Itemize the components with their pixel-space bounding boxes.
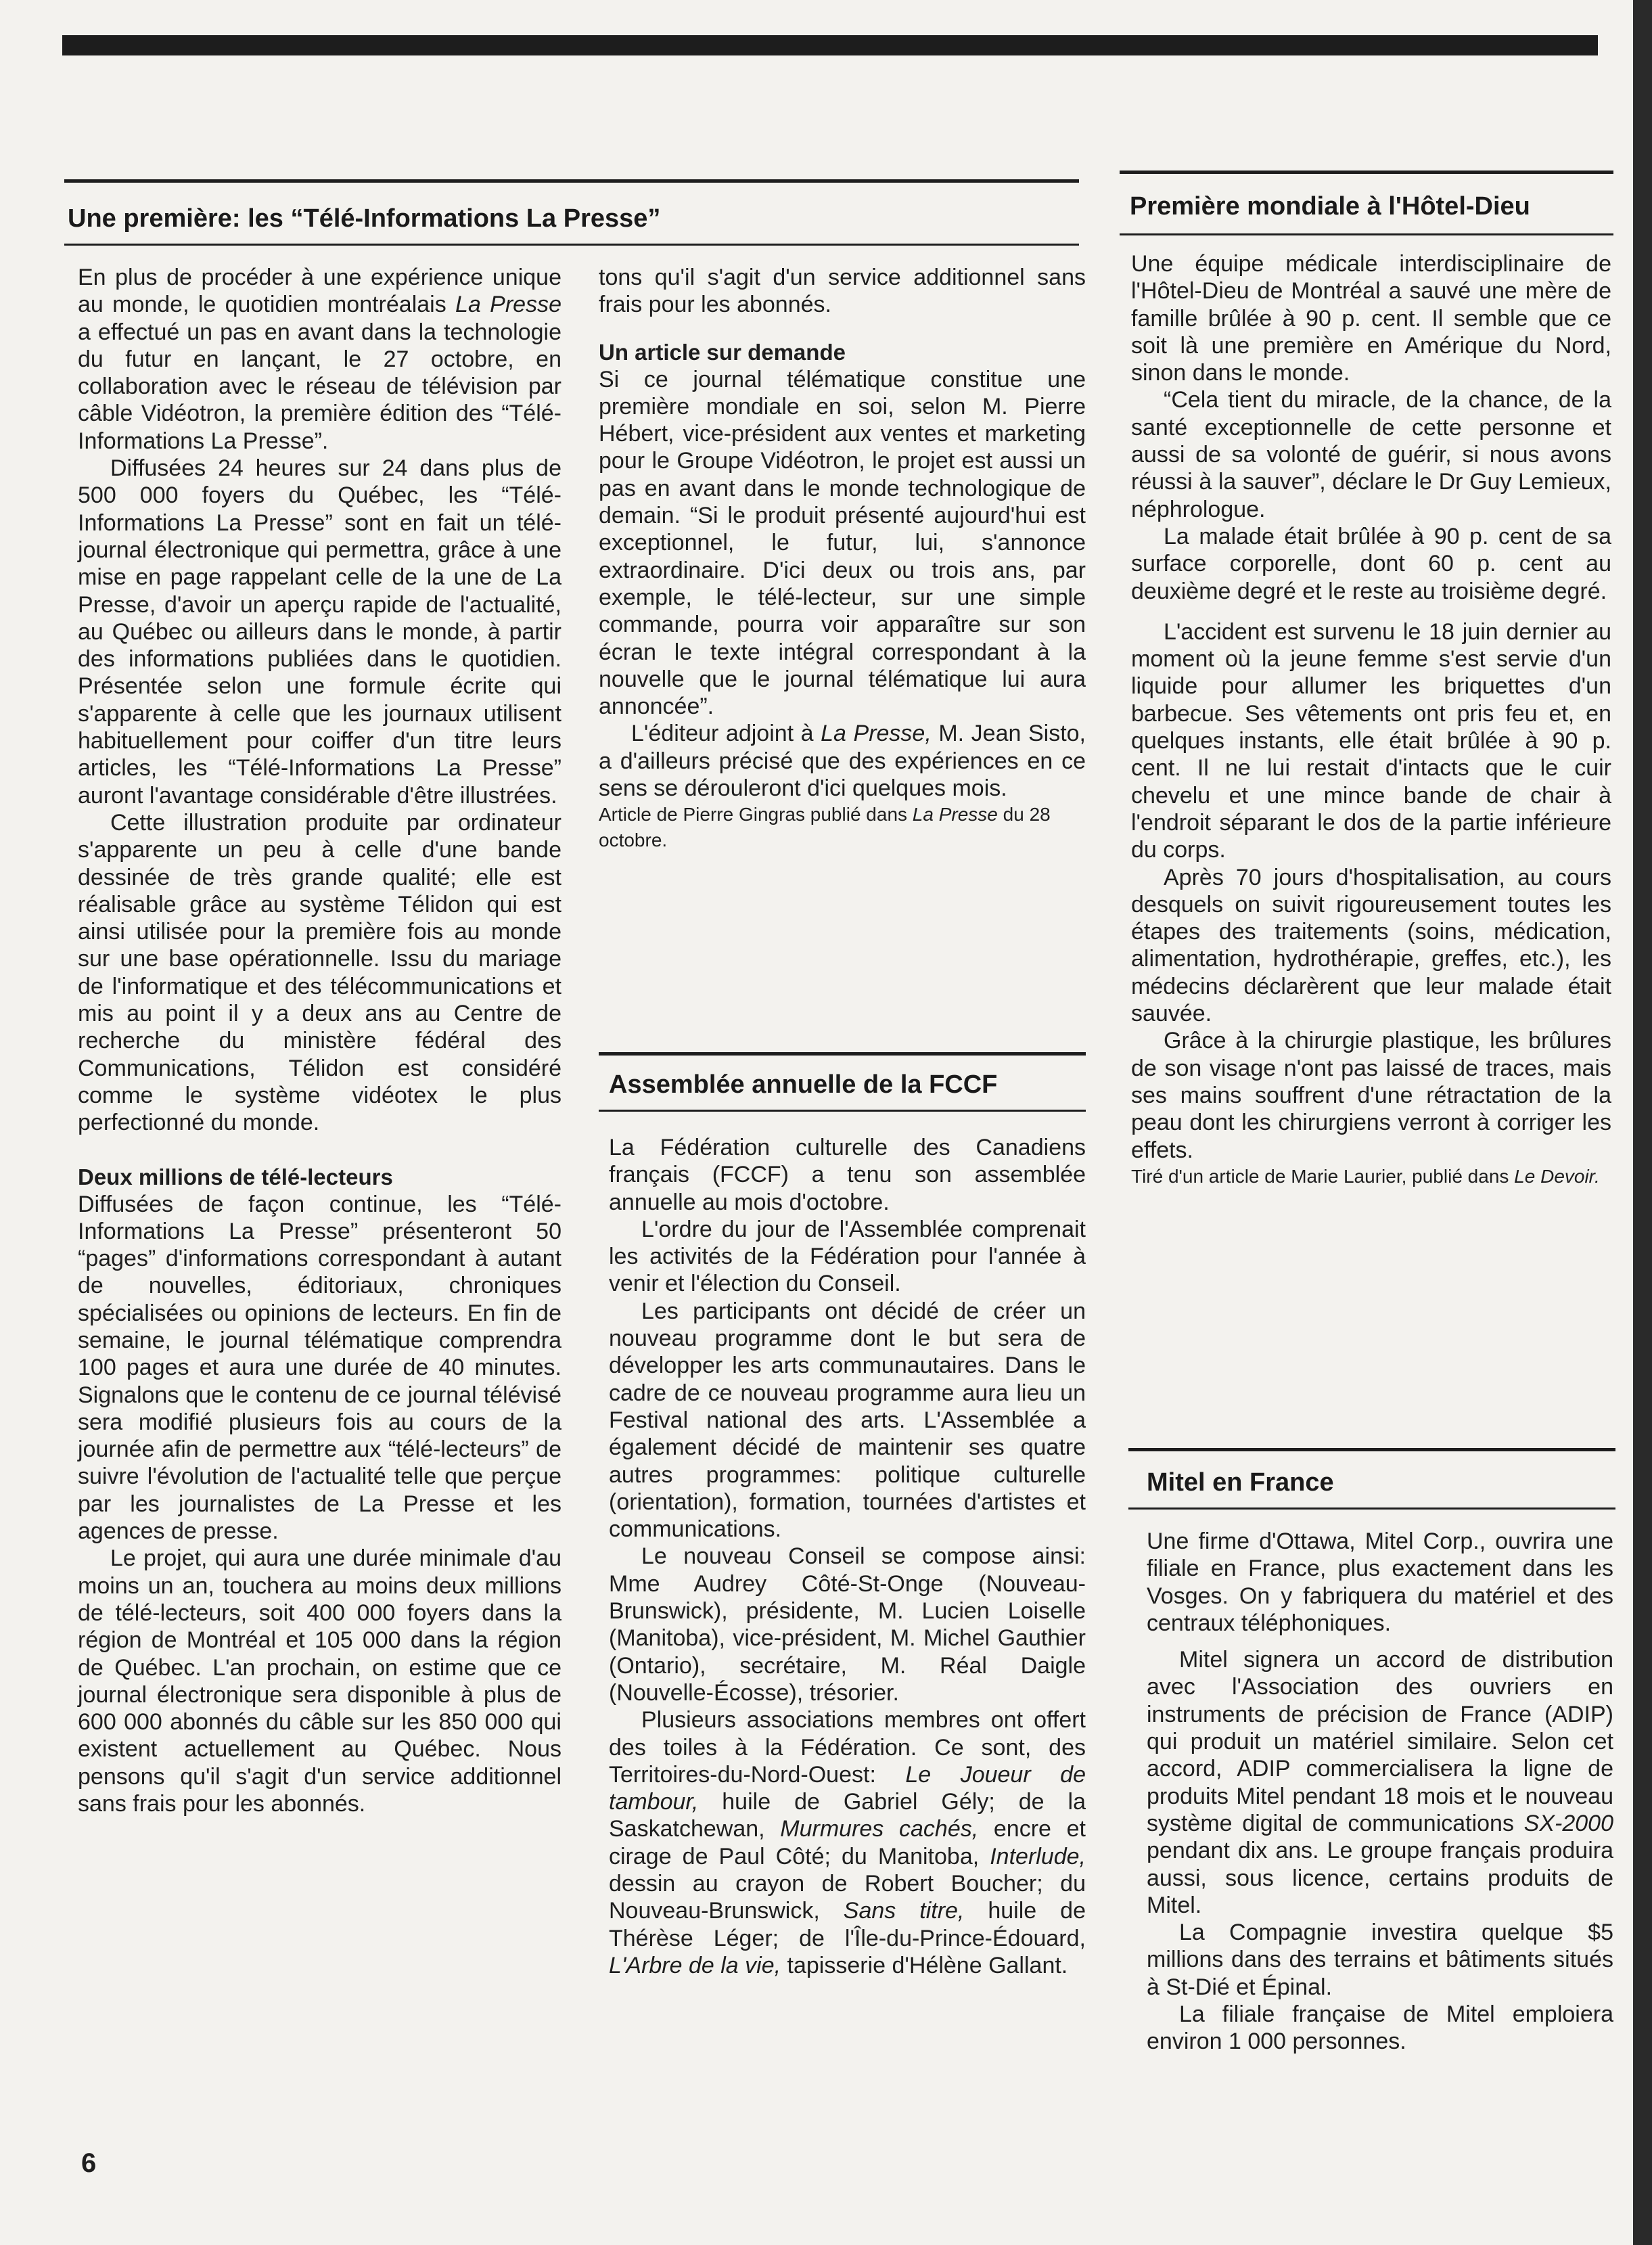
top-rule: [62, 35, 1598, 55]
article1-continuation: tons qu'il s'agit d'un service additionnel sans frais pour les abonnés.: [599, 265, 1086, 318]
article2-para: Le nouveau Conseil se compose ainsi: Mme Audrey Côté-St-Onge (Nouveau-Brunswick), présidente, M. Lucien Loiselle (Manitoba), vice-président, M. Michel Gauthier (Ontario), secrétaire, M. Réal Daigle (Nouvelle-Écosse), trésorier.: [609, 1543, 1086, 1706]
article4-title: Mitel en France: [1147, 1468, 1334, 1497]
article3-para: La malade était brûlée à 90 p. cent de sa surface corporelle, dont 60 p. cent au deuxième degré et le reste au troisième degré.: [1131, 523, 1611, 604]
article3-title: Première mondiale à l'Hôtel-Dieu: [1130, 192, 1530, 221]
article1-title-underline: [64, 244, 1079, 246]
article2-column: [609, 1134, 1086, 1979]
article4-top-rule: [1128, 1448, 1615, 1451]
article3-top-rule: [1120, 171, 1613, 174]
page-number: 6: [81, 2148, 97, 2178]
article4-para: La filiale française de Mitel emploiera environ 1 000 personnes.: [1147, 2001, 1613, 2055]
article1-top-rule: [64, 179, 1079, 183]
article1-column2: [599, 264, 1086, 853]
article1-para: En plus de procéder à une expérience unique au monde, le quotidien montréalais La Presse a effectué un pas en avant dans la technologie du futur en lançant, le 27 octobre, en collaboration avec le réseau de télévision par câble Vidéotron, la première édition des “Télé-Informations La Presse”.: [78, 265, 562, 454]
article1-title: Une première: les “Télé-Informations La Presse”: [68, 204, 661, 233]
page-edge: [1633, 0, 1652, 2245]
article3-para: Après 70 jours d'hospitalisation, au cours desquels on suivit rigoureusement toutes les étapes des traitements (soins, médication, alimentation, hydrothérapie, greffes, etc.), les médecins déclarèrent que leur malade était sauvée.: [1131, 864, 1611, 1027]
article2-title: Assemblée annuelle de la FCCF: [609, 1070, 998, 1099]
article1-credit: Article de Pierre Gingras publié dans La Presse du 28 octobre.: [599, 804, 1051, 851]
article4-column: [1147, 1528, 1613, 2056]
article1-subhead: Deux millions de télé-lecteurs: [78, 1164, 393, 1189]
article4-para: La Compagnie investira quelque $5 millions dans des terrains et bâtiments situés à St-Dié et Épinal.: [1147, 1920, 1613, 2000]
article3-column: [1131, 250, 1611, 1189]
article2-para: Plusieurs associations membres ont offert des toiles à la Fédération. Ce sont, des Territoires-du-Nord-Ouest: Le Joueur de tambour, huile de Gabriel Gély; de la Saskatchewan, Murmures cachés, encre et cirage de Paul Côté; du Manitoba, Interlude, dessin au crayon de Robert Boucher; du Nouveau-Brunswick, Sans titre, huile de Thérèse Léger; de l'Île-du-Prince-Édouard, L'Arbre de la vie, tapisserie d'Hélène Gallant.: [609, 1707, 1086, 1978]
article3-credit: Tiré d'un article de Marie Laurier, publié dans Le Devoir.: [1131, 1165, 1600, 1187]
article2-para: La Fédération culturelle des Canadiens français (FCCF) a tenu son assemblée annuelle au mois d'octobre.: [609, 1135, 1086, 1215]
article1-para: Cette illustration produite par ordinateur s'apparente un peu à celle d'une bande dessinée de très grande qualité; elle est réalisable grâce au système Télidon qui est ainsi utilisée pour la première fois au monde sur une base opérationnelle. Issu du mariage de l'informatique et des télécommunications et mis au point il y a deux ans au Centre de recherche du ministère fédéral des Communications, Télidon est considéré comme le système vidéotex le plus perfectionné du monde.: [78, 809, 561, 1136]
article1-para: Si ce journal télématique constitue une première mondiale en soi, selon M. Pierre Hébert, vice-président aux ventes et marketing pour le Groupe Vidéotron, le projet est aussi un pas en avant dans le monde technologique de demain. “Si le produit présenté aujourd'hui est exceptionnel, le futur, lui, s'annonce extraordinaire. D'ici deux ou trois ans, par exemple, le télé-lecteur, sur une simple commande, pourra voir apparaître sur son écran le texte intégral correspondant à la nouvelle que le journal télématique lui aura annoncée”.: [599, 366, 1086, 720]
article3-para: Grâce à la chirurgie plastique, les brûlures de son visage n'ont pas laissé de traces, mais ses mains souffrent d'une rétractation de la peau dont les chirurgiens verront à corriger les effets.: [1131, 1028, 1611, 1163]
article3-title-underline: [1120, 233, 1613, 235]
article2-para: L'ordre du jour de l'Assemblée comprenait les activités de la Fédération pour l'année à venir et l'élection du Conseil.: [609, 1216, 1086, 1297]
article4-para: Mitel signera un accord de distribution avec l'Association des ouvriers en instruments de précision de France (ADIP) qui produit un matériel similaire. Selon cet accord, ADIP commercialisera la ligne de produits Mitel pendant 18 mois et le nouveau système digital de communications SX-2000 pendant dix ans. Le groupe français produira aussi, sous licence, certains produits de Mitel.: [1147, 1647, 1613, 1918]
article1-para: Diffusées de façon continue, les “Télé-Informations La Presse” présenteront 50 “pages” d'informations correspondant à autant de nouvelles, éditoriaux, chroniques spécialisées ou opinions de lecteurs. En fin de semaine, le journal télématique comprendra 100 pages et aura une durée de 40 minutes. Signalons que le contenu de ce journal télévisé sera modifié plusieurs fois au cours de la journée afin de permettre aux “télé-lecteurs” de suivre l'évolution de l'actualité telle que perçue par les journalistes de La Presse et les agences de presse.: [78, 1191, 561, 1545]
article1-subhead: Un article sur demande: [599, 339, 846, 365]
article2-title-underline: [599, 1110, 1086, 1112]
article3-para: L'accident est survenu le 18 juin dernier au moment où la jeune femme s'est servie d'un liquide pour allumer les briquettes d'un barbecue. Ses vêtements ont pris feu et, en quelques instants, elle était brûlée à 90 p. cent. Il ne lui restait d'intacts que le cuir chevelu et une mince bande de chair à l'endroit séparant le dos de la partie inférieure du corps.: [1131, 618, 1611, 863]
article4-para: Une firme d'Ottawa, Mitel Corp., ouvrira une filiale en France, plus exactement dans les Vosges. On y fabriquera du matériel et des centraux téléphoniques.: [1147, 1528, 1613, 1636]
article3-para: Une équipe médicale interdisciplinaire de l'Hôtel-Dieu de Montréal a sauvé une mère de famille brûlée à 90 p. cent. Il semble que ce soit là une première en Amérique du Nord, sinon dans le monde.: [1131, 251, 1611, 386]
article3-para: “Cela tient du miracle, de la chance, de la santé exceptionnelle de cette personne et aussi de sa volonté de guérir, si nous avons réussi à la sauver”, déclare le Dr Guy Lemieux, néphrologue.: [1131, 387, 1611, 522]
article1-column1: [78, 264, 561, 1817]
article2-top-rule: [599, 1052, 1086, 1056]
article4-title-underline: [1128, 1507, 1615, 1510]
article2-para: Les participants ont décidé de créer un nouveau programme dont le but sera de développer les arts communautaires. Dans le cadre de ce nouveau programme aura lieu un Festival national des arts. L'Assemblée a également décidé de maintenir ses quatre autres programmes: politique culturelle (orientation), formation, tournées d'artistes et communications.: [609, 1298, 1086, 1543]
article1-para: L'éditeur adjoint à La Presse, M. Jean Sisto, a d'ailleurs précisé que des expériences en ce sens se dérouleront d'ici quelques mois.: [599, 721, 1086, 802]
article1-para: Le projet, qui aura une durée minimale d'au moins un an, touchera au moins deux millions de télé-lecteurs, soit 400 000 foyers dans la région de Montréal et 105 000 dans la région de Québec. L'an prochain, on estime que ce journal électronique sera disponible à plus de 600 000 abonnés du câble sur les 850 000 qui existent actuellement au Québec. Nous pensons qu'il s'agit d'un service additionnel sans frais pour les abonnés.: [78, 1545, 561, 1817]
article1-para: Diffusées 24 heures sur 24 dans plus de 500 000 foyers du Québec, les “Télé-Informations La Presse” sont en fait un télé-journal électronique qui permettra, grâce à une mise en page rappelant celle de la une de La Presse, d'avoir un aperçu rapide de l'actualité, au Québec ou ailleurs dans le monde, à partir des informations publiées dans le quotidien. Présentée selon une formule écrite qui s'apparente à celle que les journaux utilisent habituellement pour coiffer d'un titre leurs articles, les “Télé-Informations La Presse” auront l'avantage considérable d'être illustrées.: [78, 455, 561, 809]
